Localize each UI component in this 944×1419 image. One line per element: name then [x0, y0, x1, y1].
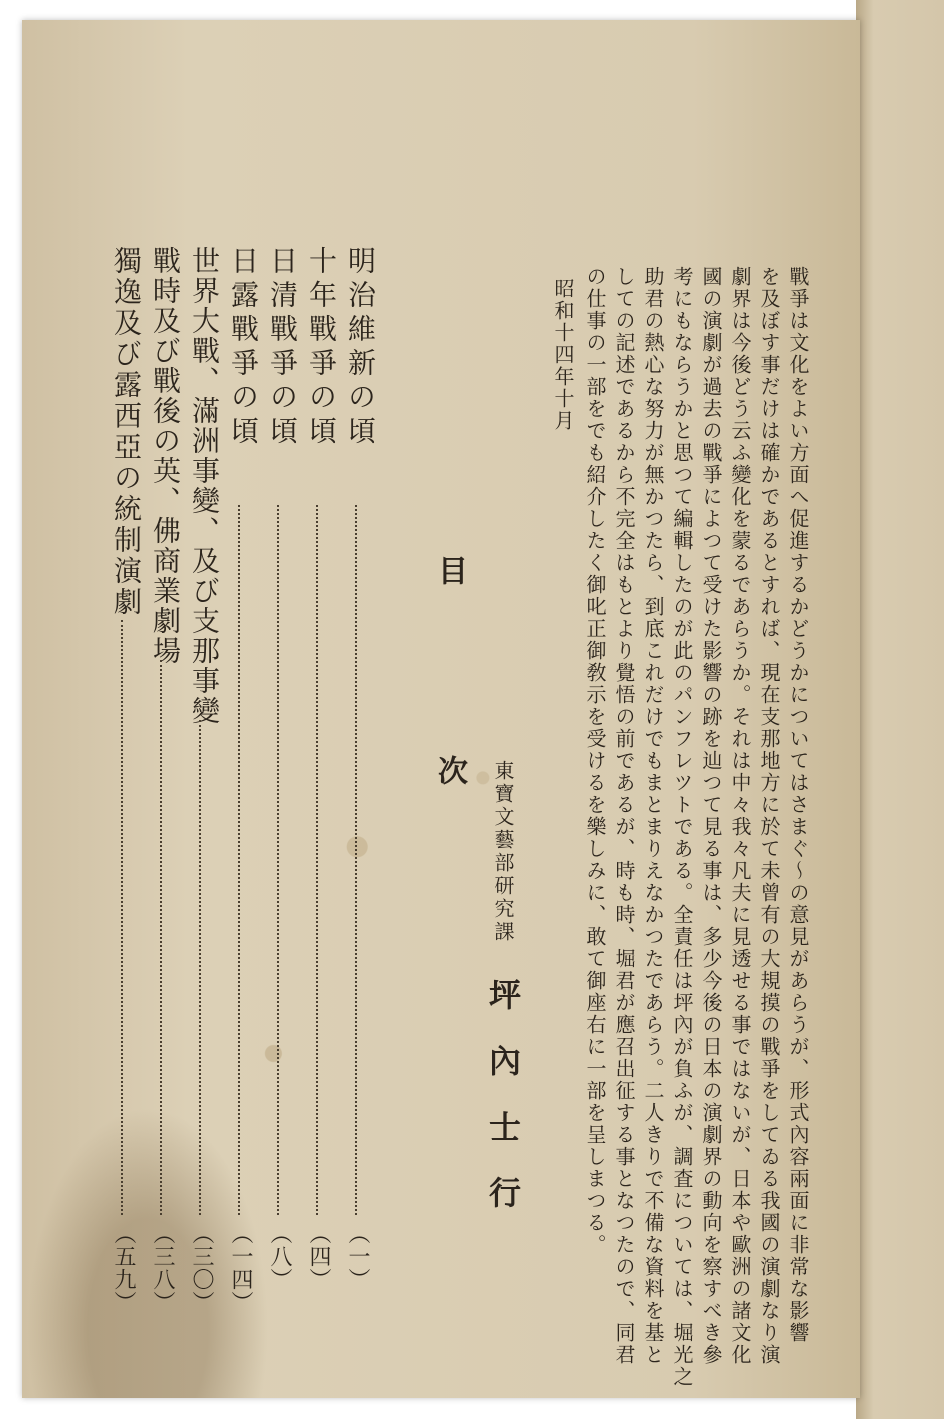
preface-line-1: 戰爭は文化をよい方面へ促進するかどうかについてはさまぐ〜の意見があらうが、形式內容兩面に非常な影響	[786, 266, 810, 1344]
toc-item-title: 戰時及び戰後の英、佛商業劇場	[149, 246, 182, 666]
preface-line-8: の仕事の一部をでも紹介したく御叱正御敎示を受けるを樂しみに、敢て御座右に一部を呈しまつる。	[583, 266, 607, 1256]
preface-line-6: 助君の熱心な努力が無かつたら、到底これだけでもまとまりえなかつたであらう。二人きりで不備な資料を基と	[641, 266, 665, 1366]
toc-leader-dots	[160, 660, 162, 1215]
toc-leader-dots	[316, 505, 318, 1215]
book-page	[22, 20, 860, 1398]
toc-heading: 目 次	[432, 555, 467, 855]
toc-item-title: 日露戰爭の頃	[227, 246, 260, 450]
toc-item-page: （一四）	[228, 1222, 253, 1314]
toc-leader-dots	[238, 505, 240, 1215]
toc-item-page: （五九）	[111, 1222, 136, 1314]
preface-line-7: しての記述であるから不完全はもとより覺悟の前であるが、時も時、堀君が應召出征する事となつたので、同君	[612, 266, 636, 1366]
toc-item-page: （八）	[267, 1222, 292, 1291]
toc-item-title: 十年戰爭の頃	[305, 246, 338, 450]
preface-date: 昭和十四年十月	[551, 278, 575, 432]
author-name: 坪內士行	[484, 978, 522, 1242]
toc-item-page: （一）	[345, 1222, 370, 1291]
toc-item-page: （四）	[306, 1222, 331, 1291]
toc-leader-dots	[355, 505, 357, 1215]
toc-item-title: 日清戰爭の頃	[266, 246, 299, 450]
organization-name: 東寶文藝部研究課	[491, 760, 515, 944]
preface-line-5: 考にもならうかと思つて編輯したのが此のパンフレツトである。全責任は坪內が負ふが、調査については、堀光之	[670, 266, 694, 1388]
toc-item-page: （三〇）	[189, 1222, 214, 1314]
toc-leader-dots	[121, 620, 123, 1215]
toc-leader-dots	[277, 505, 279, 1215]
preface-line-4: 國の演劇が過去の戰爭によつて受けた影響の跡を辿つて見る事は、多少今後の日本の演劇界の動向を察すべき參	[699, 266, 723, 1366]
facing-page-edge	[856, 0, 944, 1419]
toc-item-title: 世界大戰、滿洲事變、及び支那事變	[188, 246, 221, 726]
toc-item-title: 獨逸及び露西亞の統制演劇	[110, 246, 143, 618]
toc-item-title: 明治維新の頃	[344, 246, 377, 450]
preface-line-2: を及ぼす事だけは確かであるとすれば、現在支那地方に於て未曾有の大規摸の戰爭をしてゐる我國の演劇なり演	[757, 266, 781, 1366]
toc-leader-dots	[199, 720, 201, 1215]
toc-item-page: （三八）	[150, 1222, 175, 1314]
preface-line-3: 劇界は今後どう云ふ變化を蒙るであらうか。それは中々我々凡夫に見透せる事ではないが、日本や歐洲の諸文化	[728, 266, 752, 1366]
